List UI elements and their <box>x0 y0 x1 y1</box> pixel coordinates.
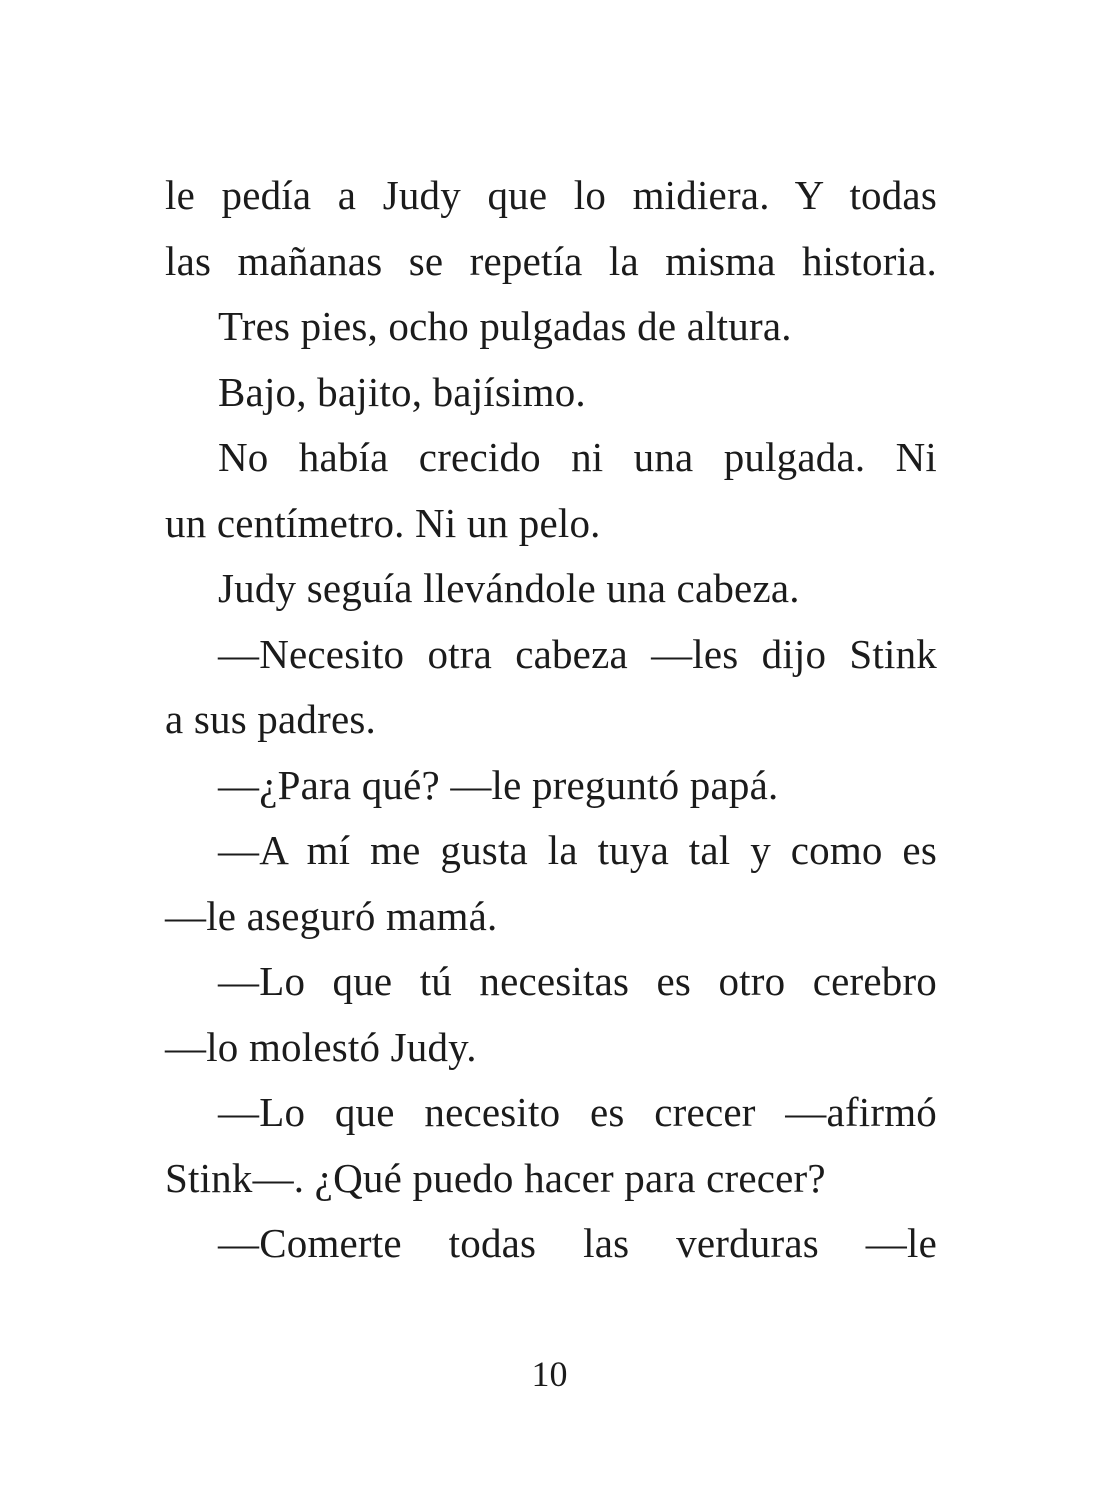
page-text-line: No había crecido ni una pulgada. Ni <box>218 434 937 480</box>
page-text-line: —A mí me gusta la tuya tal y como es <box>218 827 937 873</box>
page-text-line: Judy seguía llevándole una cabeza. <box>218 565 800 611</box>
text-block <box>165 163 937 1277</box>
page-text-line: —Lo que necesito es crecer —afirmó <box>218 1089 937 1135</box>
page-text-line: las mañanas se repetía la misma historia. <box>165 237 937 284</box>
page-text-line: Bajo, bajito, bajísimo. <box>218 368 586 415</box>
page-text-line: —le aseguró mamá. <box>165 892 498 939</box>
page-text-line: a sus padres. <box>165 696 376 742</box>
page-text-line: le pedía a Judy que lo midiera. Y todas <box>165 172 937 218</box>
page-number: 10 <box>531 1354 568 1394</box>
page-text-line: —Comerte todas las verduras —le <box>218 1220 937 1266</box>
page-text-line: Stink—. ¿Qué puedo hacer para crecer? <box>165 1154 826 1201</box>
page-text-line: un centímetro. Ni un pelo. <box>165 499 601 546</box>
page-text-line: —¿Para qué? —le preguntó papá. <box>218 761 779 808</box>
page-text-line: —Lo que tú necesitas es otro cerebro <box>218 958 937 1004</box>
page-text-line: —lo molestó Judy. <box>165 1023 477 1070</box>
page-text-line: —Necesito otra cabeza —les dijo Stink <box>218 630 937 677</box>
page-text-line: Tres pies, ocho pulgadas de altura. <box>218 303 792 349</box>
